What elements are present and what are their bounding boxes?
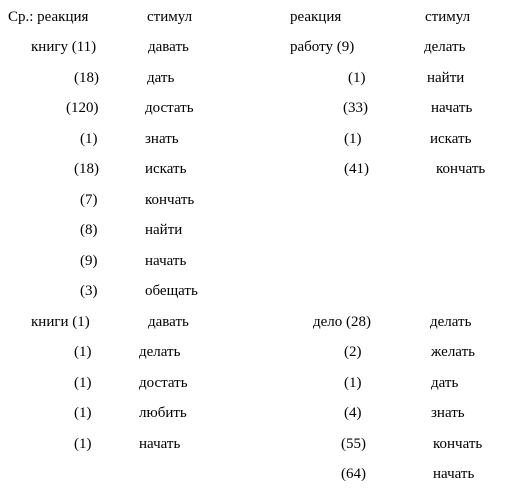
left-reaction-book-acc: книгу (11) <box>31 39 97 55</box>
right-reaction-count: (1) <box>344 375 362 391</box>
left-stimulus: искать <box>145 161 187 177</box>
right-stimulus: начать <box>431 100 473 116</box>
right-stimulus: кончать <box>433 436 483 452</box>
left-stimulus: любить <box>139 405 187 421</box>
left-stimulus: давать <box>148 39 189 55</box>
right-stimulus: кончать <box>436 161 486 177</box>
left-header-stimulus: стимул <box>147 9 193 25</box>
right-reaction-count: (55) <box>341 436 366 452</box>
right-reaction-count: (41) <box>344 161 369 177</box>
left-reaction-count: (1) <box>74 436 92 452</box>
left-reaction-count: (18) <box>74 70 99 86</box>
right-reaction-count: (1) <box>344 131 362 147</box>
left-reaction-count: (1) <box>80 131 98 147</box>
left-stimulus: найти <box>145 222 183 238</box>
left-reaction-count: (1) <box>74 344 92 360</box>
right-stimulus: найти <box>427 70 465 86</box>
right-stimulus: искать <box>430 131 472 147</box>
left-stimulus: обещать <box>145 283 198 299</box>
right-reaction-count: (33) <box>343 100 368 116</box>
right-stimulus: дать <box>431 375 459 391</box>
left-reaction-count: (7) <box>80 192 98 208</box>
right-header-reaction: реакция <box>290 9 342 25</box>
right-stimulus: делать <box>430 314 472 330</box>
right-stimulus: знать <box>431 405 465 421</box>
right-stimulus: желать <box>431 344 475 360</box>
left-stimulus: достать <box>145 100 194 116</box>
left-stimulus: знать <box>145 131 179 147</box>
left-reaction-book-gen: книги (1) <box>31 314 90 330</box>
left-reaction-count: (18) <box>74 161 99 177</box>
right-reaction-count: (2) <box>344 344 362 360</box>
left-stimulus: начать <box>139 436 181 452</box>
right-stimulus: начать <box>433 466 475 482</box>
right-reaction-count: (1) <box>348 70 366 86</box>
left-reaction-count: (1) <box>74 375 92 391</box>
left-stimulus: достать <box>139 375 188 391</box>
left-stimulus: дать <box>147 70 175 86</box>
left-stimulus: давать <box>148 314 189 330</box>
right-reaction-count: (64) <box>341 466 366 482</box>
right-header-stimulus: стимул <box>425 9 471 25</box>
left-stimulus: кончать <box>145 192 195 208</box>
left-reaction-count: (8) <box>80 222 98 238</box>
left-stimulus: делать <box>139 344 181 360</box>
right-reaction-count: (4) <box>344 405 362 421</box>
left-reaction-count: (1) <box>74 405 92 421</box>
right-stimulus: делать <box>424 39 466 55</box>
left-header-reaction: Ср.: реакция <box>8 9 89 25</box>
left-stimulus: начать <box>145 253 187 269</box>
left-reaction-count: (3) <box>80 283 98 299</box>
left-reaction-count: (9) <box>80 253 98 269</box>
left-reaction-count: (120) <box>66 100 99 116</box>
right-reaction-work: работу (9) <box>290 39 355 55</box>
right-reaction-affair: дело (28) <box>313 314 372 330</box>
